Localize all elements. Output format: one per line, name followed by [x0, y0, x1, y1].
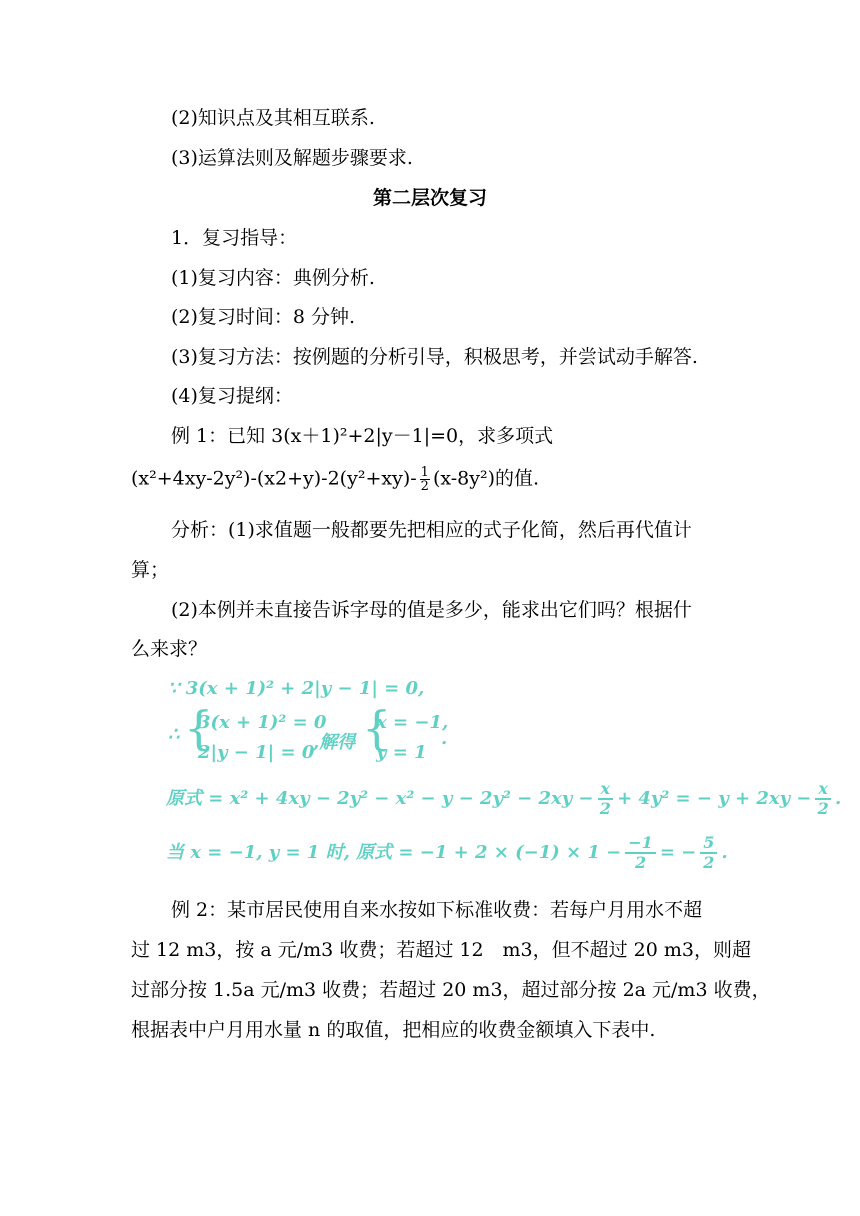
example-2-cont: 根据表中户月用水量 n 的取值，把相应的收费金额填入下表中.	[131, 1019, 656, 1041]
poly-head: (x²+4xy-2y²)-(x2+y)-2(y²+xy)-	[131, 467, 417, 490]
polynomial-expression	[131, 466, 539, 493]
example-1: 例 1：已知 3(x＋1)²+2|y－1|=0，求多项式	[171, 425, 554, 447]
left-brace-icon: {	[184, 701, 214, 755]
fraction: $\frac{x}{2}$	[815, 780, 831, 818]
solution-x: x = −1,	[376, 712, 449, 733]
system-eq-1: 3(x + 1)² = 0	[198, 712, 327, 733]
section-heading: 第二层次复习	[372, 187, 487, 209]
period: .	[441, 728, 448, 749]
text-line: 1．复习指导：	[171, 227, 298, 249]
fraction: $\frac{x}{2}$	[598, 780, 614, 818]
analysis-1: 分析：(1)求值题一般都要先把相应的式子化简，然后再代值计	[171, 519, 692, 541]
system-eq-2: 2|y − 1| = 0	[198, 742, 315, 763]
fraction: $\frac{-1}{2}$	[625, 834, 656, 872]
example-2: 例 2：某市居民使用自来水按如下标准收费：若每户月用水不超	[171, 899, 703, 921]
solution-line-4: 当 x = −1, y = 1 时, 原式 = −1 + 2 × (−1) × 1 − $\frac{-1}{2}$ = − $\frac{5}{2}$ .	[166, 833, 728, 872]
therefore-symbol: ∴	[168, 724, 180, 745]
fraction: $\frac{1}{2}$	[420, 465, 429, 494]
analysis-2-cont: 么来求？	[131, 638, 208, 660]
poly-tail: (x-8y²)的值.	[432, 467, 540, 490]
text-line: (2)知识点及其相互联系.	[171, 107, 375, 129]
text-line: (1)复习内容：典例分析.	[171, 267, 375, 289]
analysis-1-cont: 算；	[131, 559, 170, 581]
example-2-cont: 过部分按 1.5a 元/m3 收费；若超过 20 m3，超过部分按 2a 元/m3 收费，	[131, 979, 771, 1001]
example-2-cont: 过 12 m3，按 a 元/m3 收费；若超过 12 m3，但不超过 20 m3，则超	[131, 939, 751, 961]
analysis-2: (2)本例并未直接告诉字母的值是多少，能求出它们吗？根据什	[171, 599, 692, 621]
text-line: (4)复习提纲：	[171, 385, 293, 407]
solution-y: y = 1	[376, 742, 427, 763]
solution-line-3: 原式 = x² + 4xy − 2y² − x² − y − 2y² − 2xy − $\frac{x}{2}$ + 4y² = − y + 2xy − $\frac{x}{2}$ .	[166, 779, 842, 818]
solution-line-1: ∵ 3(x + 1)² + 2|y − 1| = 0,	[168, 678, 425, 699]
fraction: $\frac{5}{2}$	[700, 834, 717, 872]
text-line: (3)复习方法：按例题的分析引导，积极思考，并尝试动手解答.	[171, 346, 698, 368]
text-line: (2)复习时间：8 分钟.	[171, 306, 356, 328]
solve-label: ,解得	[313, 732, 356, 753]
left-brace-icon: {	[362, 701, 392, 755]
text-line: (3)运算法则及解题步骤要求.	[171, 147, 413, 169]
